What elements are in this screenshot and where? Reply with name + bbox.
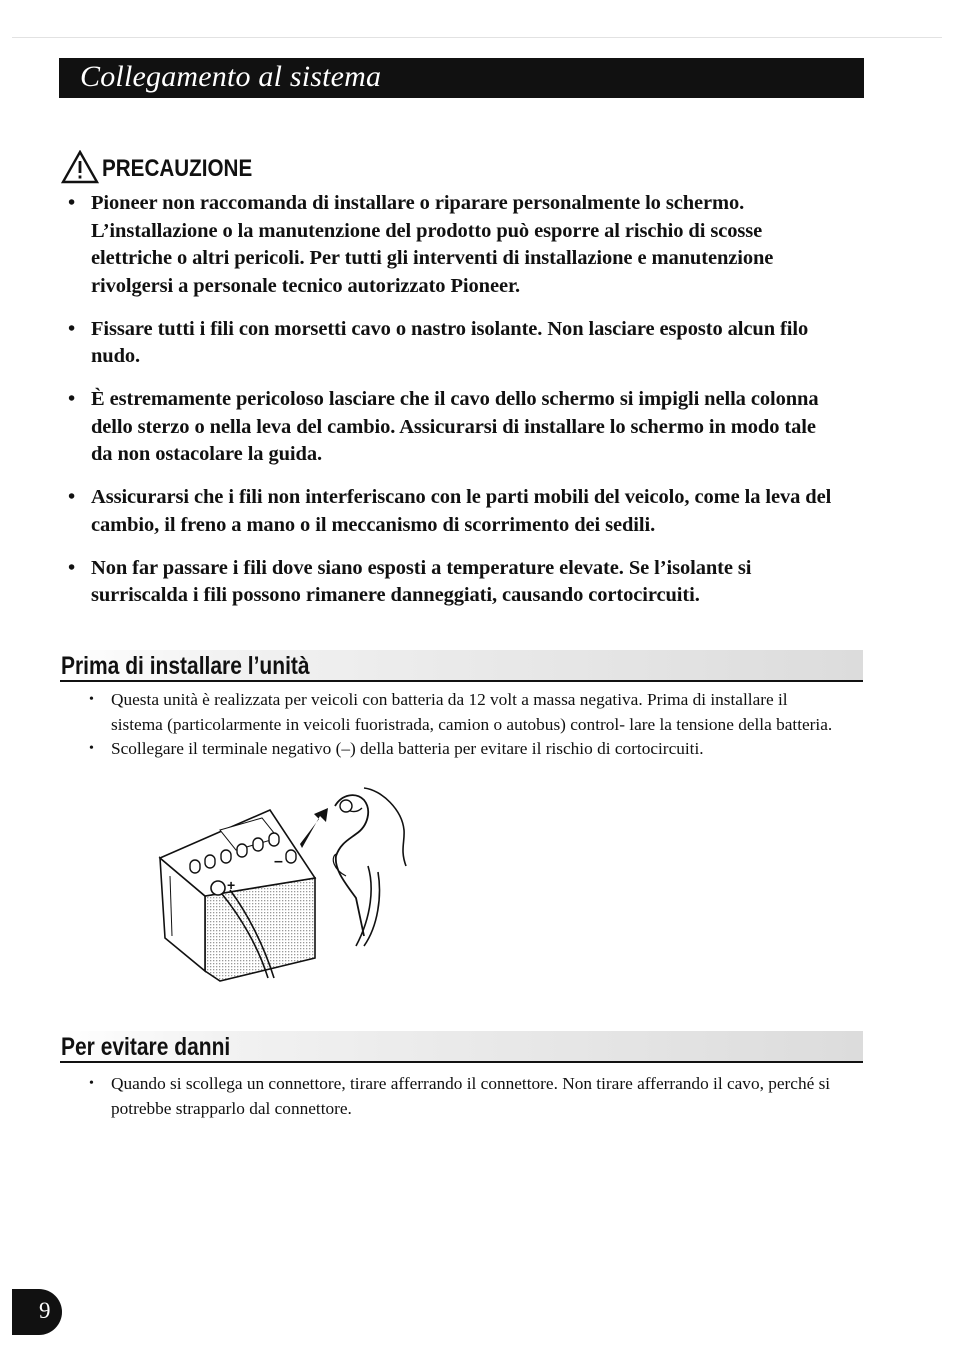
- damage-list: [89, 1072, 834, 1121]
- plus-sign: +: [227, 877, 236, 893]
- page-title: Collegamento al sistema: [80, 60, 382, 93]
- bullet: •: [89, 1076, 94, 1091]
- page-number-tab: [12, 1289, 62, 1335]
- section-heading-installation: [60, 650, 863, 682]
- bullet: •: [68, 192, 76, 214]
- section-heading-text: Per evitare danni: [61, 1033, 231, 1061]
- caution-item-text: È estremamente pericoloso lasciare che il cavo dello schermo si impigli nella colonna dello sterzo o nella leva del cambio. Assicurarsi di installare lo schermo in modo tale da non ostacolare la guida.: [91, 388, 819, 465]
- top-rule: [12, 37, 942, 38]
- caution-item: [68, 386, 838, 469]
- page-number: 9: [39, 1298, 51, 1323]
- caution-item-text: Fissare tutti i fili con morsetti cavo o nastro isolante. Non lasciare esposto alcun filo nudo.: [91, 317, 809, 367]
- bullet: •: [89, 692, 94, 707]
- list-item: [89, 688, 834, 737]
- caution-item-text: Assicurarsi che i fili non interferiscano con le parti mobili del veicolo, come la leva del cambio, il freno a mano o il meccanismo di scorrimento dei sedili.: [91, 486, 832, 536]
- battery-disconnect-illustration: [150, 786, 430, 986]
- bullet: •: [68, 317, 76, 340]
- warning-triangle-icon: [60, 150, 104, 184]
- installation-list: [89, 688, 834, 762]
- bullet: •: [68, 388, 76, 410]
- caution-item-text: Pioneer non raccomanda di installare o riparare personalmente lo schermo. L’installazione o la manutenzione del prodotto può esporre al rischio di scosse elettriche o altri pericoli. Per tutti gli interventi di installazione e manutenzione rivolgersi a personale tecnico autorizzato Pioneer.: [91, 192, 774, 297]
- section-heading-damage: [60, 1031, 863, 1063]
- caution-item: [68, 555, 838, 610]
- caution-heading: [60, 148, 277, 184]
- list-item-text: Scollegare il terminale negativo (–) della batteria per evitare il rischio di cortocircuiti.: [111, 739, 704, 758]
- list-item-text: Quando si scollega un connettore, tirare afferrando il connettore. Non tirare afferrando il cavo, perché si potrebbe strapparlo dal connettore.: [111, 1074, 831, 1118]
- section-heading-text: Prima di installare l’unità: [61, 652, 310, 680]
- section-title-bar: [59, 58, 864, 98]
- bullet: •: [68, 486, 76, 508]
- caution-heading-text: PRECAUZIONE: [102, 155, 253, 182]
- caution-item: [68, 316, 838, 371]
- caution-item-text: Non far passare i fili dove siano esposti a temperature elevate. Se l’isolante si surriscalda i fili possono rimanere danneggiati, causando cortocircuiti.: [91, 556, 752, 606]
- list-item-text: Questa unità è realizzata per veicoli con batteria da 12 volt a massa negativa. Prima di installare il sistema (particolarmente in veicoli fuoristrada, camion o autobus) control- lare la tensione della batteria.: [111, 690, 833, 734]
- list-item: [89, 737, 834, 762]
- minus-sign: –: [274, 853, 283, 870]
- caution-list: [68, 190, 838, 625]
- list-item: [89, 1072, 834, 1121]
- bullet: •: [89, 741, 94, 756]
- bullet: •: [68, 556, 76, 579]
- caution-item: [68, 484, 838, 539]
- caution-item: [68, 190, 838, 300]
